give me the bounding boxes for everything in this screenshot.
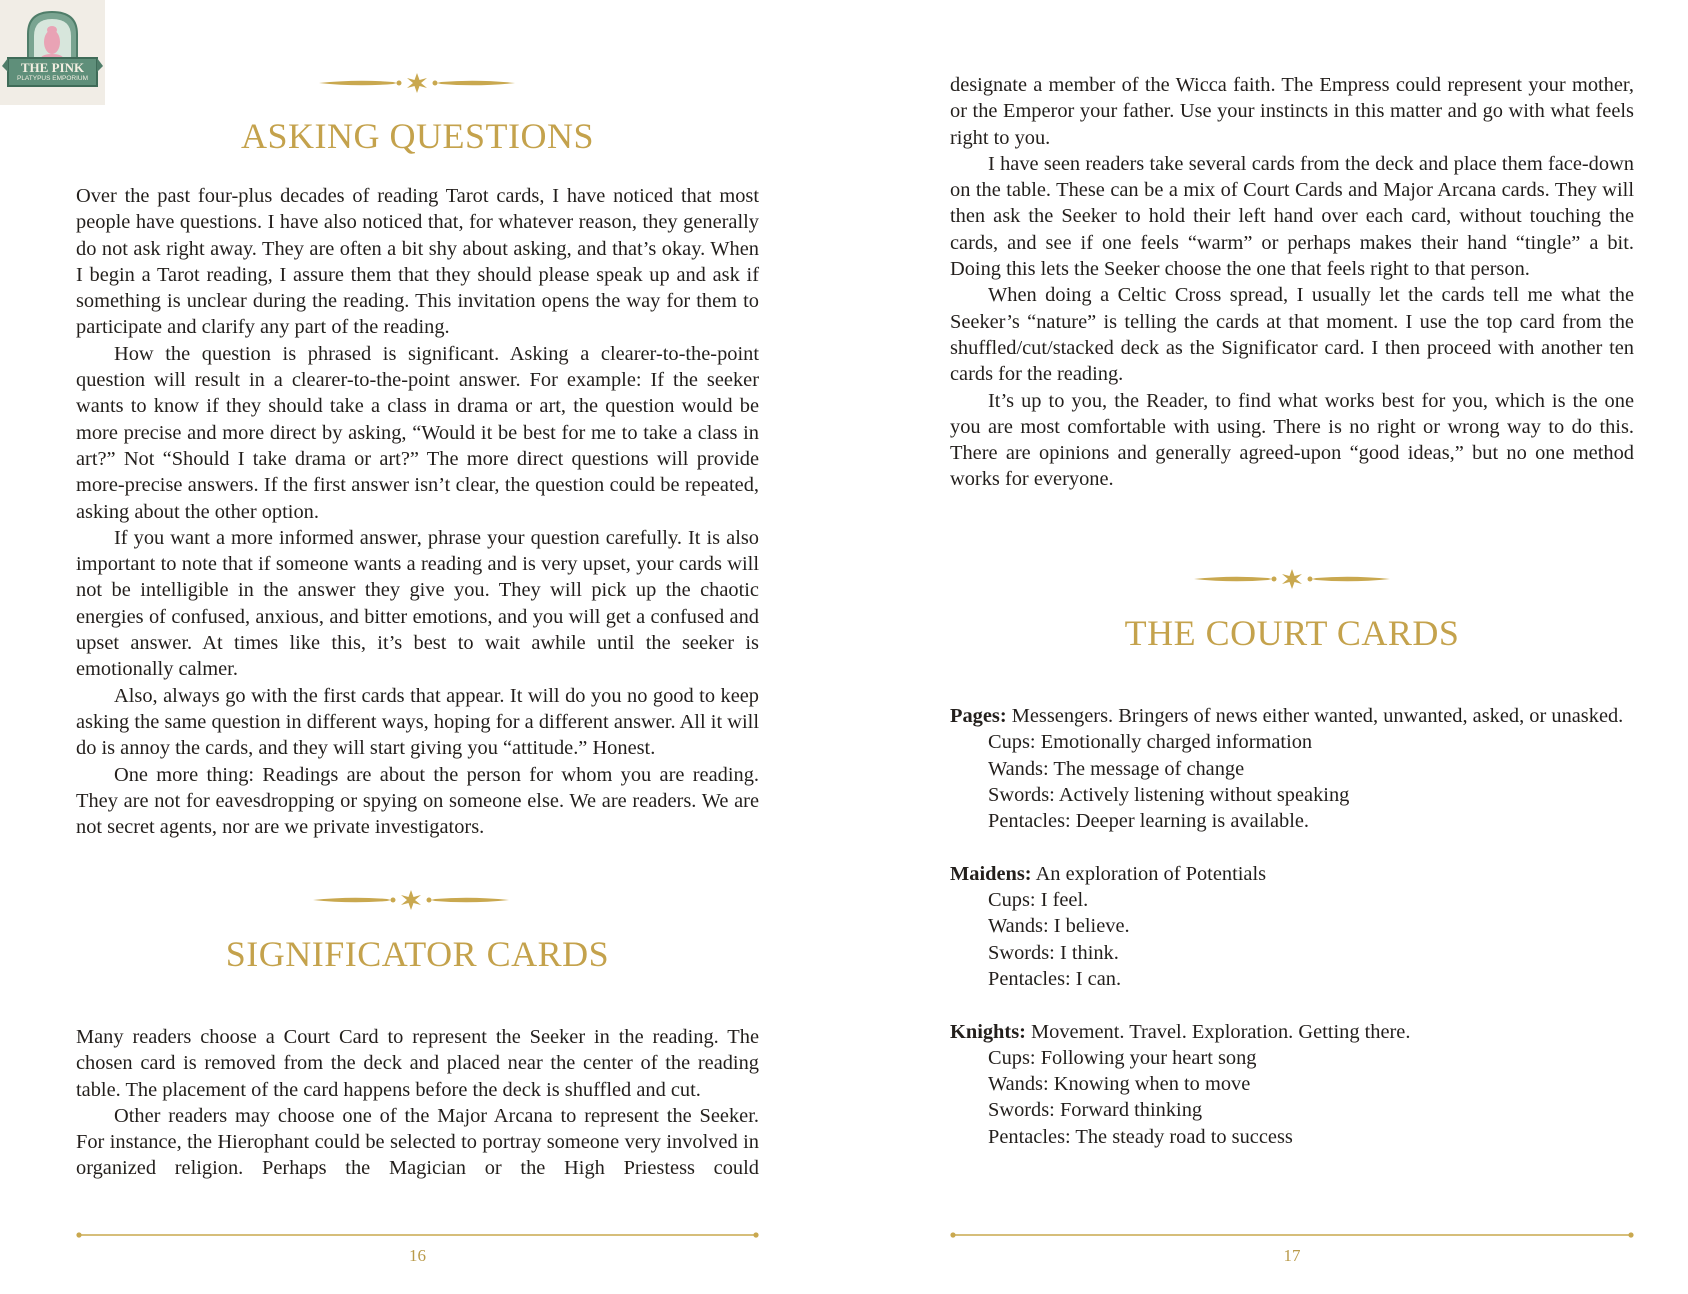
court-suit-item: Cups: Following your heart song xyxy=(988,1046,1257,1069)
court-suit-item: Wands: I believe. xyxy=(988,915,1130,938)
court-suit-item: Cups: Emotionally charged information xyxy=(988,731,1313,754)
paragraph: When doing a Celtic Cross spread, I usually let the cards tell me what the Seeker’s “nature” is telling the cards at that moment. I use the top card from the shuffled/cut/stacked deck as the Significator card. I then proceed with another ten cards for the reading. xyxy=(950,284,1634,386)
court-group-knights xyxy=(950,1019,1634,1150)
court-group-pages xyxy=(950,703,1634,834)
court-suit-item: Swords: Actively listening without speaking xyxy=(988,783,1350,806)
paragraph: Other readers may choose one of the Major Arcana to represent the Seeker. For instance, the Hierophant could be selected to portray someone very involved in organized religion. Perhaps the Magician or the High Priestess could xyxy=(76,1104,759,1180)
paragraph: If you want a more informed answer, phrase your question carefully. It is also important to note that if someone wants a reading and is very upset, your cards will not be intelligible in the answer they give you. They will pick up the chaotic energies of confused, anxious, and bitter emotions, and you will get a confused and upset answer. At times like this, it’s best to wait awhile until the seeker is emotionally calmer. xyxy=(76,526,759,681)
court-suit-item: Pentacles: Deeper learning is available. xyxy=(988,810,1310,833)
significator-cards-body xyxy=(76,1024,759,1182)
court-group-header xyxy=(950,861,1634,887)
paragraph: I have seen readers take several cards from the deck and place them face-down on the table. These can be a mix of Court Cards and Major Arcana cards. They will then ask the Seeker to hold their left hand over each card, without touching the cards, and see if one feels “warm” or perhaps makes their hand “tingle” a bit. Doing this lets the Seeker choose the one that feels right to that person. xyxy=(950,152,1634,281)
footer-rule xyxy=(76,1232,759,1238)
section-heading-asking-questions: ASKING QUESTIONS xyxy=(240,116,594,156)
left-page xyxy=(76,0,759,1294)
court-group-header xyxy=(950,1019,1634,1045)
logo-text-line2: PLATYPUS EMPORIUM xyxy=(16,75,89,82)
section-heading-significator-cards: SIGNIFICATOR CARDS xyxy=(225,934,610,974)
right-page xyxy=(950,0,1634,1294)
court-cards-list xyxy=(950,703,1634,1176)
court-group-description: An exploration of Potentials xyxy=(1035,862,1267,885)
footer-rule xyxy=(950,1232,1634,1238)
court-suit-item: Cups: I feel. xyxy=(988,889,1089,912)
court-group-label: Maidens: xyxy=(950,862,1032,885)
flourish-ornament-icon xyxy=(317,72,517,94)
court-suit-item: Wands: Knowing when to move xyxy=(988,1073,1251,1096)
paragraph: designate a member of the Wicca faith. The Empress could represent your mother, or the Emperor your father. Use your instincts in this matter and go with what feels right to you. xyxy=(950,74,1634,149)
paragraph: It’s up to you, the Reader, to find what works best for you, which is the one you are most comfortable with using. There is no right or wrong way to do this. There are opinions and generally agreed-upon “good ideas,” but no one method works for everyone. xyxy=(950,389,1634,491)
court-group-description: Messengers. Bringers of news either wanted, unwanted, asked, or unasked. xyxy=(1011,705,1624,727)
court-group-maidens xyxy=(950,861,1634,992)
court-suit-item: Swords: I think. xyxy=(988,941,1119,964)
paragraph: Many readers choose a Court Card to represent the Seeker in the reading. The chosen card is removed from the deck and placed near the center of the reading table. The placement of the card happens before the deck is shuffled and cut. xyxy=(76,1026,759,1101)
continued-body xyxy=(950,72,1634,493)
section-heading-court-cards: THE COURT CARDS xyxy=(1124,613,1460,653)
court-suit-item: Wands: The message of change xyxy=(988,757,1245,780)
page-number: 17 xyxy=(1283,1246,1301,1265)
court-suit-item: Swords: Forward thinking xyxy=(988,1099,1203,1122)
court-suit-item: Pentacles: The steady road to success xyxy=(988,1125,1293,1148)
court-group-label: Pages: xyxy=(950,705,1007,727)
court-group-description: Movement. Travel. Exploration. Getting there. xyxy=(1031,1020,1411,1043)
court-group-label: Knights: xyxy=(950,1020,1026,1043)
asking-questions-body xyxy=(76,183,759,840)
paragraph: Also, always go with the first cards that appear. It will do you no good to keep asking the same question in different ways, hoping for a different answer. All it will do is annoy the cards, and they will start giving you “attitude.” Honest. xyxy=(76,684,759,760)
paragraph: How the question is phrased is significant. Asking a clearer-to-the-point question will result in a clearer-to-the-point answer. For example: If the seeker wants to know if they should take a class in drama or art, the question would be more precise and more direct by asking, “Would it be best for me to take a class in art?” Not “Should I take drama or art?” The more direct questions will provide more-precise answers. If the first answer isn’t clear, the question could be repeated, asking about the other option. xyxy=(76,342,759,523)
paragraph: One more thing: Readings are about the person for whom you are reading. They are not for eavesdropping or spying on someone else. We are readers. We are not secret agents, nor are we private investigators. xyxy=(76,763,759,839)
flourish-ornament-icon xyxy=(311,889,511,911)
page-number: 16 xyxy=(409,1246,426,1265)
court-group-header xyxy=(950,703,1634,729)
paragraph: Over the past four-plus decades of reading Tarot cards, I have noticed that most people have questions. I have also noticed that, for whatever reason, they generally do not ask right away. They are often a bit shy about asking, and that’s okay. When I begin a Tarot reading, I assure them that they should please speak up and ask if something is unclear during the reading. This invitation opens the way for them to participate and clarify any part of the reading. xyxy=(76,185,759,339)
court-suit-item: Pentacles: I can. xyxy=(988,967,1122,990)
logo-text-line1: THE PINK xyxy=(20,60,85,75)
flourish-ornament-icon xyxy=(1192,568,1392,590)
